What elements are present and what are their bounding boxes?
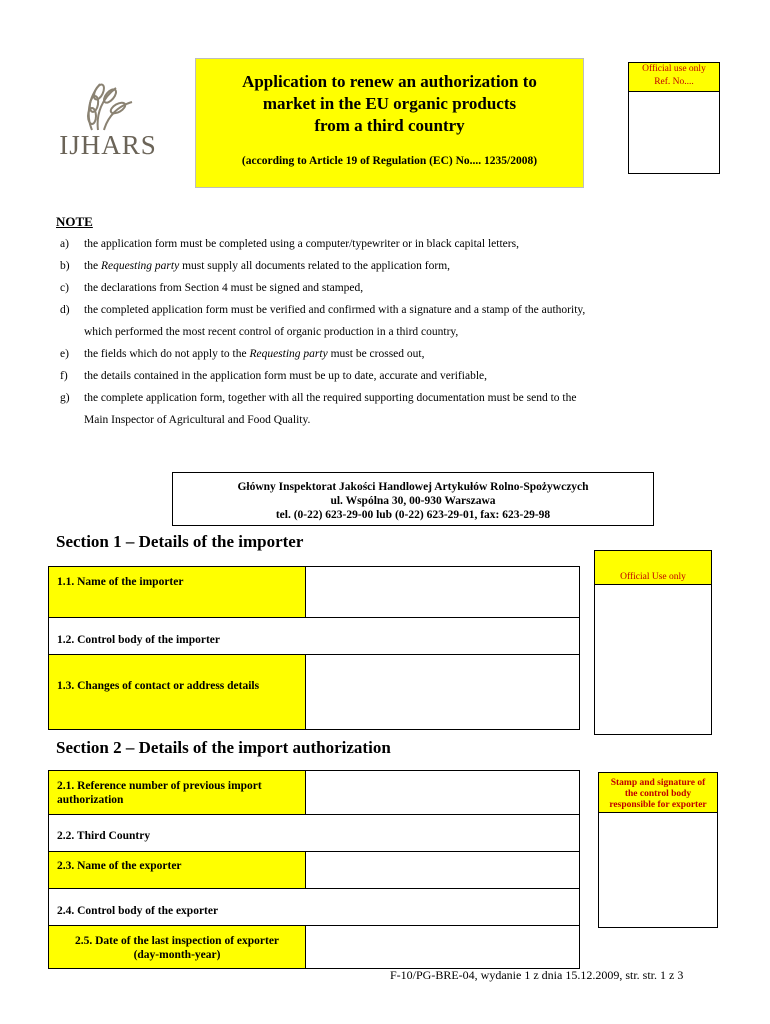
importer-name-field[interactable]	[305, 567, 579, 617]
note-item-e	[60, 348, 424, 360]
note-item-d-cont: which performed the most recent control of organic production in a third country,	[84, 326, 459, 338]
field-label: 1.2. Control body of the importer	[57, 634, 221, 646]
official-use-side-header: Official Use only	[595, 551, 711, 585]
note-item-b	[60, 260, 450, 272]
field-row-2-4	[48, 888, 580, 926]
official-use-side-box	[594, 550, 712, 735]
inspection-date-field[interactable]	[305, 926, 579, 968]
note-item-d	[60, 304, 585, 316]
field-label-line: 2.5. Date of the last inspection of exporter	[74, 935, 280, 947]
note-label: e)	[60, 348, 69, 360]
field-row-2-5	[48, 925, 580, 969]
exporter-name-field[interactable]	[305, 852, 579, 888]
field-label: 1.3. Changes of contact or address details	[49, 655, 305, 729]
address-line-3: tel. (0-22) 623-29-00 lub (0-22) 623-29-01, fax: 623-29-98	[275, 509, 551, 521]
field-label	[49, 926, 305, 968]
note-emphasis: Requesting party	[100, 260, 180, 272]
footer-reference: F-10/PG-BRE-04, wydanie 1 z dnia 15.12.2009, str. str. 1 z 3	[390, 968, 684, 982]
title-line-2: market in the EU organic products	[262, 94, 517, 113]
note-text: the application form must be completed using a computer/typewriter or in black capital letters,	[84, 238, 519, 250]
address-line-2: ul. Wspólna 30, 00-930 Warszawa	[330, 495, 496, 507]
official-use-header	[629, 63, 719, 92]
note-label: c)	[60, 282, 69, 294]
section-1-heading: Section 1 – Details of the importer	[56, 532, 304, 551]
note-item-g-cont: Main Inspector of Agricultural and Food Quality.	[84, 414, 311, 426]
title-line-1: Application to renew an authorization to	[242, 72, 537, 91]
official-use-label: Official use only	[642, 64, 706, 74]
field-label: 1.1. Name of the importer	[49, 567, 305, 617]
note-item-c	[60, 282, 363, 294]
note-heading: NOTE	[56, 214, 93, 229]
field-label: 2.3. Name of the exporter	[49, 852, 305, 888]
address-line-1: Główny Inspektorat Jakości Handlowej Artykułów Rolno-Spożywczych	[237, 481, 589, 493]
note-label: a)	[60, 238, 69, 250]
note-item-a	[60, 238, 519, 250]
address-box	[172, 472, 654, 526]
title-line-3: from a third country	[314, 116, 465, 135]
document-title	[196, 71, 583, 137]
note-text: must be crossed out,	[327, 348, 425, 360]
wheat-emblem-icon	[52, 78, 164, 134]
note-text: the	[84, 260, 101, 272]
contact-changes-field[interactable]	[305, 655, 579, 729]
field-label: 2.1. Reference number of previous import authorization	[49, 771, 305, 814]
field-row-1-1	[48, 566, 580, 618]
note-text: the complete application form, together with all the required supporting documentation must be send to the	[84, 392, 577, 404]
note-label: f)	[60, 370, 68, 382]
note-label: b)	[60, 260, 70, 272]
title-subtitle: (according to Article 19 of Regulation (EC) No.... 1235/2008)	[241, 155, 538, 167]
stamp-signature-box	[598, 772, 718, 928]
stamp-signature-header: Stamp and signature of the control body responsible for exporter	[599, 773, 717, 813]
field-label: 2.4. Control body of the exporter	[57, 905, 219, 917]
official-use-box	[628, 62, 720, 174]
note-text: the declarations from Section 4 must be signed and stamped,	[84, 282, 364, 294]
ref-no-label: Ref. No....	[654, 77, 694, 87]
note-text: must supply all documents related to the application form,	[179, 260, 451, 272]
previous-reference-field[interactable]	[305, 771, 579, 814]
field-row-2-1	[48, 770, 580, 815]
note-emphasis: Requesting party	[249, 348, 328, 360]
note-item-g	[60, 392, 576, 404]
field-label: 2.2. Third Country	[57, 830, 151, 842]
note-label: g)	[60, 392, 70, 404]
note-label: d)	[60, 304, 70, 316]
field-label-line: (day-month-year)	[133, 949, 221, 961]
note-text: the completed application form must be verified and confirmed with a signature and a stamp of the authority,	[84, 304, 586, 316]
logo-text: IJHARS	[59, 130, 157, 160]
field-row-2-3	[48, 851, 580, 889]
note-item-f	[60, 370, 487, 382]
note-text: the fields which do not apply to the	[84, 348, 250, 360]
note-text: the details contained in the application form must be up to date, accurate and verifiable,	[84, 370, 487, 382]
section-2-heading: Section 2 – Details of the import authorization	[56, 738, 391, 757]
field-row-1-3	[48, 654, 580, 730]
ijhars-logo	[52, 78, 164, 162]
field-row-2-2	[48, 814, 580, 852]
field-row-1-2	[48, 617, 580, 655]
title-box	[195, 58, 584, 188]
